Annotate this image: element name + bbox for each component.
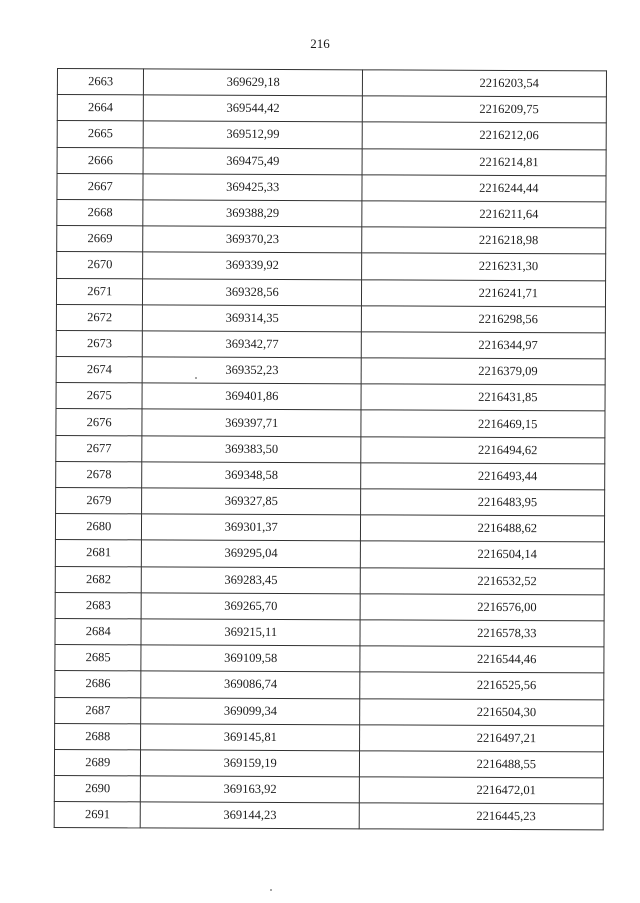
point-number-cell: 2681 (55, 540, 142, 567)
point-number-cell: 2665 (57, 121, 144, 148)
point-number-cell: 2676 (56, 409, 143, 436)
y-coordinate-cell: 2216298,56 (361, 306, 605, 333)
x-coordinate-cell: 369099,34 (141, 697, 360, 724)
x-coordinate-cell: 369215,11 (141, 619, 360, 646)
y-coordinate-cell: 2216525,56 (360, 672, 604, 699)
y-coordinate-cell: 2216578,33 (360, 620, 604, 647)
x-coordinate-cell: 369512,99 (144, 121, 363, 148)
table-row (56, 278, 605, 307)
y-coordinate-cell: 2216431,85 (361, 384, 605, 411)
table-row (55, 540, 604, 569)
point-number-cell: 2686 (55, 671, 142, 698)
table-row (57, 95, 606, 124)
y-coordinate-cell: 2216488,55 (359, 751, 603, 778)
point-number-cell: 2670 (57, 252, 144, 279)
point-number-cell: 2675 (56, 383, 143, 410)
coordinates-table (54, 68, 607, 831)
y-coordinate-cell: 2216379,09 (361, 358, 605, 385)
y-coordinate-cell: 2216203,54 (362, 70, 606, 97)
table-row (56, 330, 605, 359)
x-coordinate-cell: 369348,58 (142, 462, 361, 489)
x-coordinate-cell: 369475,49 (144, 147, 363, 174)
table-row (57, 147, 606, 176)
x-coordinate-cell: 369159,19 (141, 750, 360, 777)
table-row (54, 749, 603, 778)
point-number-cell: 2673 (56, 330, 143, 357)
table-row (55, 697, 604, 726)
table-row (56, 435, 605, 464)
x-coordinate-cell: 369314,35 (143, 305, 362, 332)
y-coordinate-cell: 2216483,95 (361, 489, 605, 516)
y-coordinate-cell: 2216472,01 (359, 777, 603, 804)
y-coordinate-cell: 2216469,15 (361, 410, 605, 437)
table-row (57, 226, 606, 255)
x-coordinate-cell: 369109,58 (141, 645, 360, 672)
point-number-cell: 2674 (56, 357, 143, 384)
table-row (56, 357, 605, 386)
table-row (54, 776, 603, 805)
point-number-cell: 2668 (57, 199, 144, 226)
x-coordinate-cell: 369295,04 (142, 540, 361, 567)
page-number: 216 (310, 36, 330, 51)
point-number-cell: 2688 (55, 723, 142, 750)
table-row (55, 592, 604, 621)
x-coordinate-cell: 369301,37 (142, 514, 361, 541)
x-coordinate-cell: 369388,29 (143, 200, 362, 227)
point-number-cell: 2667 (57, 173, 144, 200)
table-row (56, 409, 605, 438)
table-row (57, 121, 606, 150)
y-coordinate-cell: 2216344,97 (361, 332, 605, 359)
point-number-cell: 2672 (56, 304, 143, 331)
table-row (57, 173, 606, 202)
point-number-cell: 2664 (57, 95, 144, 122)
point-number-cell: 2683 (55, 592, 142, 619)
x-coordinate-cell: 369370,23 (143, 226, 362, 253)
x-coordinate-cell: 369086,74 (141, 671, 360, 698)
coordinates-table-body (54, 69, 606, 831)
x-coordinate-cell: 369144,23 (141, 802, 360, 829)
y-coordinate-cell: 2216504,30 (360, 698, 604, 725)
x-coordinate-cell: 369328,56 (143, 278, 362, 305)
y-coordinate-cell: 2216494,62 (361, 436, 605, 463)
table-row (55, 566, 604, 595)
table-row (56, 383, 605, 412)
y-coordinate-cell: 2216244,44 (362, 175, 606, 202)
table-row (57, 199, 606, 228)
y-coordinate-cell: 2216497,21 (360, 725, 604, 752)
table-row (56, 461, 605, 490)
y-coordinate-cell: 2216218,98 (362, 227, 606, 254)
y-coordinate-cell: 2216488,62 (360, 515, 604, 542)
y-coordinate-cell: 2216576,00 (360, 594, 604, 621)
table-row (57, 69, 606, 98)
table-row (57, 252, 606, 281)
point-number-cell: 2678 (56, 461, 143, 488)
point-number-cell: 2684 (55, 618, 142, 645)
point-number-cell: 2689 (54, 749, 141, 776)
table-row (55, 645, 604, 674)
point-number-cell: 2663 (57, 69, 144, 96)
point-number-cell: 2666 (57, 147, 144, 174)
x-coordinate-cell: 369342,77 (143, 331, 362, 358)
point-number-cell: 2680 (55, 514, 142, 541)
y-coordinate-cell: 2216212,06 (362, 122, 606, 149)
x-coordinate-cell: 369327,85 (142, 488, 361, 515)
y-coordinate-cell: 2216211,64 (362, 201, 606, 228)
scan-speck (195, 377, 197, 379)
table-row (55, 671, 604, 700)
point-number-cell: 2690 (54, 776, 141, 803)
point-number-cell: 2691 (54, 802, 141, 829)
y-coordinate-cell: 2216241,71 (361, 279, 605, 306)
x-coordinate-cell: 369339,92 (143, 252, 362, 279)
x-coordinate-cell: 369401,86 (142, 383, 361, 410)
point-number-cell: 2677 (56, 435, 143, 462)
point-number-cell: 2669 (57, 226, 144, 253)
y-coordinate-cell: 2216445,23 (359, 803, 603, 830)
x-coordinate-cell: 369163,92 (141, 776, 360, 803)
x-coordinate-cell: 369425,33 (143, 174, 362, 201)
point-number-cell: 2685 (55, 645, 142, 672)
table-row (54, 802, 603, 831)
x-coordinate-cell: 369265,70 (142, 593, 361, 620)
y-coordinate-cell: 2216209,75 (362, 96, 606, 123)
y-coordinate-cell: 2216544,46 (360, 646, 604, 673)
table-row (55, 514, 604, 543)
point-number-cell: 2679 (56, 487, 143, 514)
table-row (56, 487, 605, 516)
x-coordinate-cell: 369544,42 (144, 95, 363, 122)
table-row (55, 618, 604, 647)
y-coordinate-cell: 2216214,81 (362, 148, 606, 175)
x-coordinate-cell: 369383,50 (142, 436, 361, 463)
x-coordinate-cell: 369629,18 (144, 69, 363, 96)
y-coordinate-cell: 2216231,30 (362, 253, 606, 280)
scan-speck (270, 889, 272, 891)
y-coordinate-cell: 2216493,44 (361, 463, 605, 490)
point-number-cell: 2671 (56, 278, 143, 305)
x-coordinate-cell: 369145,81 (141, 724, 360, 751)
x-coordinate-cell: 369283,45 (142, 566, 361, 593)
point-number-cell: 2687 (55, 697, 142, 724)
y-coordinate-cell: 2216504,14 (360, 541, 604, 568)
table-row (55, 723, 604, 752)
table-row (56, 304, 605, 333)
x-coordinate-cell: 369397,71 (142, 409, 361, 436)
x-coordinate-cell: 369352,23 (143, 357, 362, 384)
y-coordinate-cell: 2216532,52 (360, 567, 604, 594)
point-number-cell: 2682 (55, 566, 142, 593)
